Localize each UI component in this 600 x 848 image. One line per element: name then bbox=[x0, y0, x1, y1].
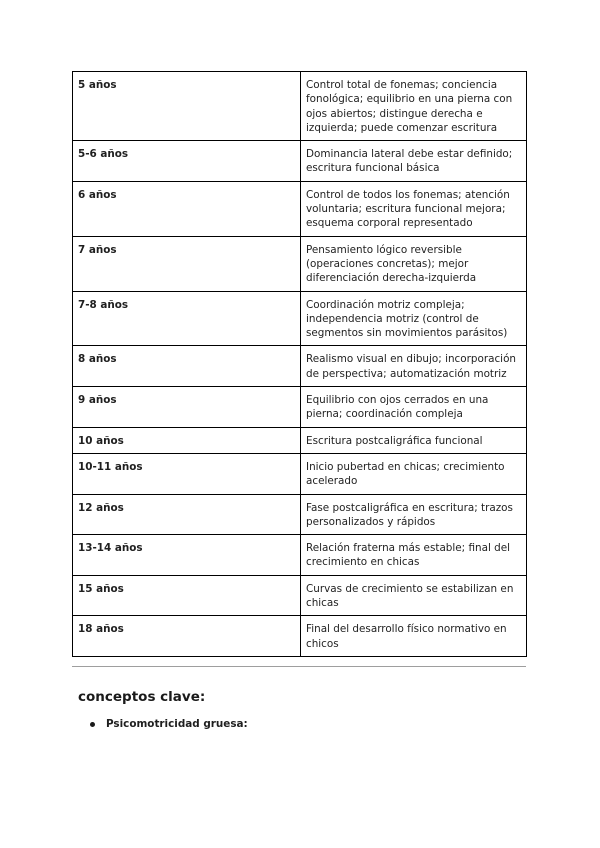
description-cell: Fase postcaligráfica en escritura; trazos personalizados y rápidos bbox=[301, 494, 527, 535]
age-cell: 5-6 años bbox=[73, 141, 301, 182]
table-row bbox=[73, 181, 527, 236]
table-row bbox=[73, 72, 527, 141]
age-cell: 9 años bbox=[73, 387, 301, 428]
description-cell: Control total de fonemas; conciencia fonológica; equilibrio en una pierna con ojos abiertos; distingue derecha e izquierda; puede comenzar escritura bbox=[301, 72, 527, 141]
age-cell: 5 años bbox=[73, 72, 301, 141]
description-cell: Control de todos los fonemas; atención voluntaria; escritura funcional mejora; esquema corporal representado bbox=[301, 181, 527, 236]
age-cell: 13-14 años bbox=[73, 535, 301, 576]
table-row bbox=[73, 141, 527, 182]
table-row bbox=[73, 575, 527, 616]
age-cell: 18 años bbox=[73, 616, 301, 657]
age-cell: 6 años bbox=[73, 181, 301, 236]
description-cell: Inicio pubertad en chicas; crecimiento acelerado bbox=[301, 453, 527, 494]
table-row bbox=[73, 346, 527, 387]
table-row bbox=[73, 494, 527, 535]
table-row bbox=[73, 616, 527, 657]
table-row bbox=[73, 291, 527, 346]
document-page bbox=[72, 71, 526, 731]
age-cell: 10 años bbox=[73, 427, 301, 453]
milestones-table-body bbox=[73, 72, 527, 657]
table-row bbox=[73, 236, 527, 291]
table-row bbox=[73, 387, 527, 428]
age-cell: 7 años bbox=[73, 236, 301, 291]
description-cell: Relación fraterna más estable; final del crecimiento en chicas bbox=[301, 535, 527, 576]
table-row bbox=[73, 427, 527, 453]
bullet-icon bbox=[90, 722, 95, 727]
age-cell: 10-11 años bbox=[73, 453, 301, 494]
description-cell: Equilibrio con ojos cerrados en una pierna; coordinación compleja bbox=[301, 387, 527, 428]
development-milestones-table bbox=[72, 71, 527, 657]
description-cell: Curvas de crecimiento se estabilizan en chicas bbox=[301, 575, 527, 616]
list-item bbox=[90, 717, 526, 731]
age-cell: 8 años bbox=[73, 346, 301, 387]
table-row bbox=[73, 535, 527, 576]
description-cell: Final del desarrollo físico normativo en chicos bbox=[301, 616, 527, 657]
description-cell: Dominancia lateral debe estar definido; escritura funcional básica bbox=[301, 141, 527, 182]
age-cell: 7-8 años bbox=[73, 291, 301, 346]
description-cell: Coordinación motriz compleja; independencia motriz (control de segmentos sin movimientos parásitos) bbox=[301, 291, 527, 346]
section-heading: conceptos clave: bbox=[78, 688, 206, 705]
description-cell: Realismo visual en dibujo; incorporación de perspectiva; automatización motriz bbox=[301, 346, 527, 387]
list-item-label: Psicomotricidad gruesa: bbox=[106, 717, 248, 730]
age-cell: 15 años bbox=[73, 575, 301, 616]
concepts-bullet-list bbox=[72, 717, 526, 731]
description-cell: Escritura postcaligráfica funcional bbox=[301, 427, 527, 453]
horizontal-divider bbox=[72, 666, 526, 667]
age-cell: 12 años bbox=[73, 494, 301, 535]
table-row bbox=[73, 453, 527, 494]
description-cell: Pensamiento lógico reversible (operaciones concretas); mejor diferenciación derecha-izquierda bbox=[301, 236, 527, 291]
